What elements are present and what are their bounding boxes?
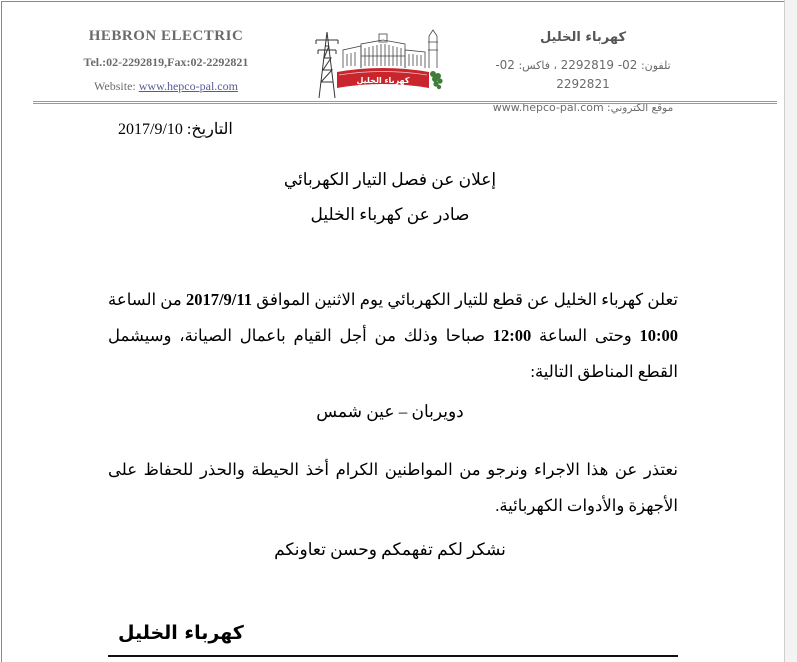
header-divider <box>33 101 777 104</box>
announcement-title: إعلان عن فصل التيار الكهربائي <box>283 170 497 189</box>
header-left-english <box>66 26 266 96</box>
outage-end-time: 12:00 <box>492 326 532 345</box>
signature: كهرباء الخليل <box>118 622 244 644</box>
contact-phones-ar: تلفون: 02- 2292819 ، فاكس: 02- 2292821 <box>495 58 671 91</box>
minaret-icon <box>428 30 438 68</box>
announcement-paragraph: تعلن كهرباء الخليل عن قطع للتيار الكهربائي يوم الاثنين الموافق 2017/9/11 من الساعة 10:00 وحتى الساعة 12:00 صباحا وذلك من أجل القيام باعمال الصيانة، وسيشمل القطع المناطق التالية: <box>108 290 679 381</box>
announcement-date: التاريخ: 2017/9/10 <box>118 121 233 138</box>
building-icon <box>343 34 425 68</box>
website-link-ar[interactable]: www.hepco-pal.com <box>492 101 604 114</box>
company-name-ar: كهرباء الخليل <box>539 30 627 45</box>
company-name-en: HEBRON ELECTRIC <box>88 28 244 44</box>
company-logo <box>313 28 445 102</box>
power-tower-icon <box>316 32 338 98</box>
announcement-subtitle: صادر عن كهرباء الخليل <box>310 205 470 224</box>
outage-date: 2017/9/11 <box>185 290 252 309</box>
website-line-en: Website: www.hepco-pal.com <box>94 79 238 93</box>
website-line-ar: موقع الكتروني: www.hepco-pal.com <box>492 101 674 114</box>
thanks-line: نشكر لكم تفهمكم وحسن تعاونكم <box>274 540 506 559</box>
website-link[interactable]: www.hepco-pal.com <box>138 79 238 93</box>
signature-underline <box>108 655 678 657</box>
grapes-icon <box>430 71 443 89</box>
contact-phones-en: Tel.:02-2292819,Fax:02-2292821 <box>83 55 249 69</box>
vertical-scrollbar[interactable] <box>784 0 797 662</box>
logo-text: كهرباء الخليل <box>356 76 410 85</box>
outage-start-time: 10:00 <box>639 326 679 345</box>
affected-areas: دويربان – عين شمس <box>316 402 464 421</box>
apology-paragraph: نعتذر عن هذا الاجراء ونرجو من المواطنين الكرام أخذ الحيطة والحذر للحفاظ على الأجهزة والأدوات الكهربائية. <box>108 460 678 515</box>
